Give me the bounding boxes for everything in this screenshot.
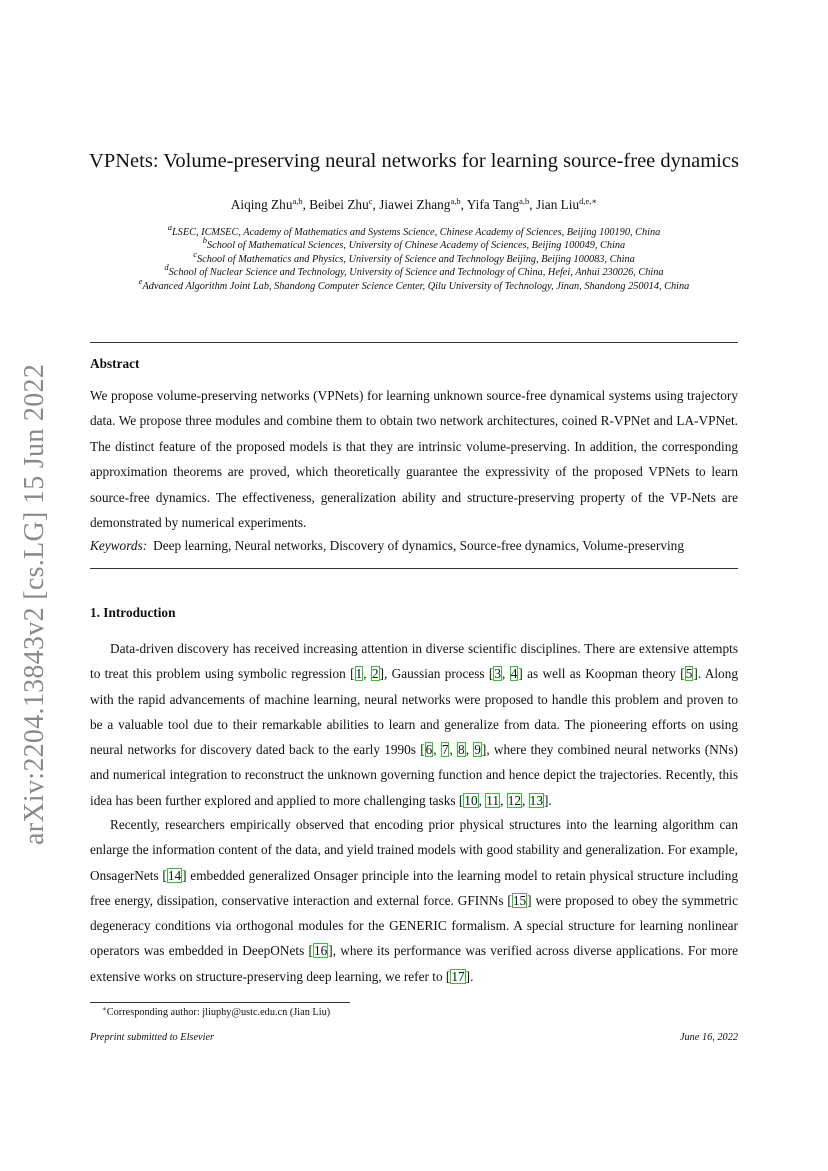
footnote-text: Corresponding author: jliuphy@ustc.edu.cn (Jian Liu) bbox=[106, 1007, 331, 1018]
affiliation bbox=[0, 222, 828, 239]
paragraph: Recently, researchers empirically observed that encoding prior physical structures into the learning algorithm can enlarge the information content of the data, and yield trained models with good stability and generalization. For example, OnsagerNets [14] embedded generalized Onsager principle into the learning model to retain physical structure including free energy, dissipation, conservative interaction and external force. GFINNs [15] were proposed to obey the symmetric degeneracy conditions via orthogonal modules for the GENERIC formalism. A special structure for learning nonlinear operators was embedded in DeepONets [16], where its performance was verified across diverse applications. For more extensive works on structure-preserving deep learning, we refer to [17]. bbox=[90, 817, 738, 984]
affiliation-mark: c bbox=[193, 248, 198, 259]
author-name: Beibei Zhu bbox=[309, 197, 369, 212]
citation-link[interactable]: 17 bbox=[451, 968, 465, 984]
footnote bbox=[90, 1007, 330, 1018]
keywords-label: Keywords: bbox=[90, 538, 148, 553]
citation-link[interactable]: 2 bbox=[371, 666, 379, 682]
section-heading: 1. Introduction bbox=[90, 605, 176, 620]
citation-link[interactable]: 13 bbox=[529, 792, 543, 808]
abstract-heading: Abstract bbox=[90, 356, 140, 371]
abstract-text: We propose volume-preserving networks (VPNets) for learning unknown source-free dynamical systems using trajectory data. We propose three modules and combine them to obtain two network architectures, coined R-VPNet and LA-VPNet. The distinct feature of the proposed models is that they are intrinsic volume-preserving. In addition, the corresponding approximation theorems are proved, which theoretically guarantee the expressivity of the proposed VPNets to learn source-free dynamics. The effectiveness, generalization ability and structure-preserving property of the VP-Nets are demonstrated by numerical experiments. bbox=[90, 388, 738, 531]
affiliation bbox=[0, 275, 828, 293]
affiliation-mark: e bbox=[138, 275, 143, 286]
affiliation-text: Advanced Algorithm Joint Lab, Shandong Computer Science Center, Qilu University of Technology, Jinan, Shandong 250014, China bbox=[142, 280, 690, 292]
citation-link[interactable]: 16 bbox=[313, 943, 328, 959]
author-list: Aiqing Zhu$^{a,b}$, Beibei Zhu$^c$, Jiawei Zhang$^{a,b}$, Yifa Tang$^{a,b}$, Jian Liu$^{d,e,∗}$ bbox=[230, 196, 598, 212]
abstract-top-rule bbox=[90, 342, 738, 343]
citation-link[interactable]: 3 bbox=[494, 666, 502, 682]
affiliation-text: School of Mathematical Sciences, University of Chinese Academy of Sciences, Beijing 100049, China bbox=[207, 240, 626, 252]
author-affiliation-mark: c bbox=[368, 196, 373, 206]
keywords-line bbox=[90, 538, 738, 554]
author-name: Aiqing Zhu bbox=[230, 197, 293, 212]
author-affiliation-mark: a,b bbox=[450, 196, 461, 206]
citation-link[interactable]: 4 bbox=[510, 666, 518, 682]
citation-link[interactable]: 11 bbox=[486, 792, 500, 808]
footnote-mark: ∗ bbox=[102, 1005, 107, 1013]
author-name: Yifa Tang bbox=[466, 197, 520, 212]
keywords-text: Deep learning, Neural networks, Discovery of dynamics, Source-free dynamics, Volume-preserving bbox=[153, 538, 684, 553]
citation-link[interactable]: 9 bbox=[474, 742, 481, 758]
affiliation bbox=[0, 235, 828, 252]
paragraph: Data-driven discovery has received increasing attention in diverse scientific disciplines. There are extensive attempts to treat this problem using symbolic regression [1, 2], Gaussian process [3, 4] as well as Koopman theory [5]. Along with the rapid advancements of machine learning, neural networks were proposed to handle this problem and proven to be a valuable tool due to their remarkable abilities to learn and generalize from data. The pioneering efforts on using neural networks for discovery dated back to the early 1990s [6, 7, 8, 9], where they combined neural networks (NNs) and numerical integration to reconstruct the unknown governing function and hence depict the trajectories. Recently, this idea has been further explored and applied to more challenging tasks [10, 11, 12, 13]. bbox=[90, 641, 738, 808]
affiliation-text: LSEC, ICMSEC, Academy of Mathematics and Systems Science, Chinese Academy of Sciences, Beijing 100190, China bbox=[171, 227, 661, 238]
affiliation-text: School of Nuclear Science and Technology, University of Science and Technology of China, Hefei, Anhui 230026, China bbox=[168, 267, 664, 279]
footnote-rule bbox=[90, 1002, 350, 1003]
author-affiliation-mark: d,e,∗ bbox=[579, 196, 598, 206]
citation-link[interactable]: 14 bbox=[167, 867, 182, 883]
affiliation-mark: a bbox=[167, 222, 172, 232]
author-name: Jian Liu bbox=[535, 197, 580, 212]
affiliation-mark: b bbox=[202, 235, 208, 246]
affiliation-mark: d bbox=[164, 262, 169, 273]
citation-link[interactable]: 12 bbox=[507, 792, 522, 808]
affiliation bbox=[0, 248, 828, 266]
arxiv-stamp: arXiv:2204.13843v2 [cs.LG] 15 Jun 2022 bbox=[19, 363, 50, 845]
citation-link[interactable]: 8 bbox=[458, 742, 465, 758]
citation-link[interactable]: 7 bbox=[441, 742, 449, 758]
citation-link[interactable]: 10 bbox=[464, 792, 478, 808]
author-name: Jiawei Zhang bbox=[379, 197, 451, 212]
abstract-bottom-rule bbox=[90, 568, 738, 569]
citation-link[interactable]: 6 bbox=[425, 742, 433, 758]
citation-link[interactable]: 15 bbox=[512, 892, 527, 908]
footer-journal: Preprint submitted to Elsevier bbox=[90, 1032, 215, 1043]
affiliation-text: School of Mathematics and Physics, University of Science and Technology Beijing, Beijing 100083, China bbox=[197, 253, 635, 265]
author-affiliation-mark: a,b bbox=[292, 196, 303, 206]
affiliation bbox=[0, 262, 828, 279]
footer-date: June 16, 2022 bbox=[679, 1032, 738, 1043]
affiliation-list bbox=[0, 222, 828, 293]
paper-title: VPNets: Volume-preserving neural networks for learning source-free dynamics bbox=[89, 150, 739, 172]
author-affiliation-mark: a,b bbox=[519, 196, 530, 206]
citation-link[interactable]: 5 bbox=[685, 666, 693, 682]
citation-link[interactable]: 1 bbox=[355, 666, 363, 682]
